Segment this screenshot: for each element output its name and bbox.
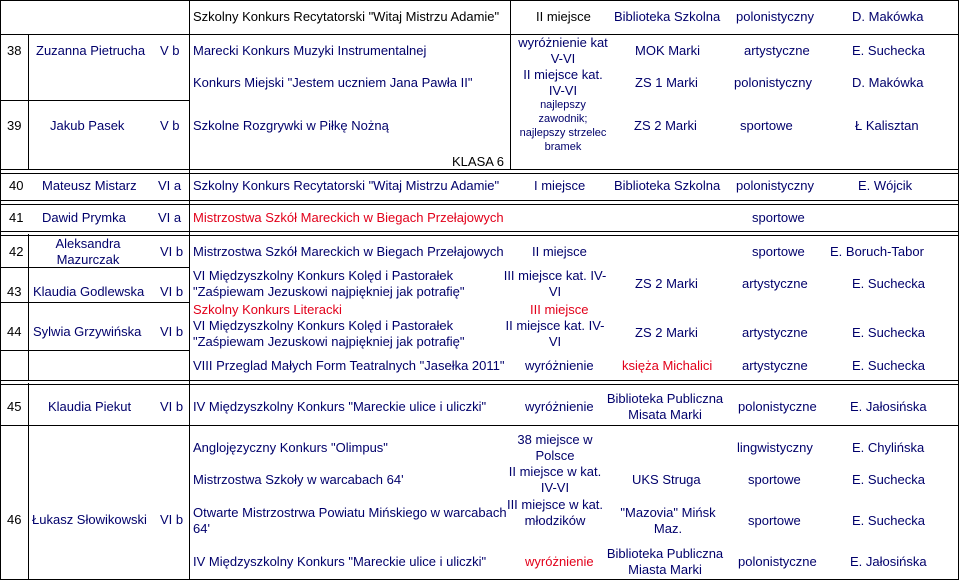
organizer-cell: ZS 2 Marki <box>635 276 698 291</box>
row-number: 42 <box>9 244 24 259</box>
result-cell: II miejsce kat. IV-VI <box>505 318 605 349</box>
col-border <box>28 34 29 169</box>
teacher-cell: E. Jałosińska <box>850 554 927 569</box>
organizer-cell: księża Michalici <box>622 358 713 373</box>
category-cell: polonistyczne <box>738 399 817 414</box>
row-number: 46 <box>7 512 22 527</box>
student-name: Klaudia Godlewska <box>33 284 145 299</box>
teacher-cell: E. Suchecka <box>852 472 925 487</box>
result-cell: I miejsce <box>534 178 586 193</box>
row-border <box>0 425 959 426</box>
student-name: Aleksandra <box>55 236 121 251</box>
result-cell: wyróżnienie kat V-VI <box>518 35 608 66</box>
row-number: 40 <box>9 178 24 193</box>
competition-cell: VI Międzyszkolny Konkurs Kolęd i Pastorałek <box>193 318 454 333</box>
teacher-cell: E. Suchecka <box>852 43 925 58</box>
category-cell: artystyczne <box>742 358 808 373</box>
organizer-cell: Biblioteka Publiczna Misata Marki <box>606 391 724 422</box>
organizer-cell: Biblioteka Publiczna Miasta Marki <box>606 546 724 577</box>
competition-cell: VIII Przeglad Małych Form Teatralnych "Jasełka 2011" <box>193 358 505 373</box>
section-heading: KLASA 6 <box>452 154 505 169</box>
result-cell: II miejsce <box>532 244 587 259</box>
row-number: 41 <box>9 210 24 225</box>
col-border <box>510 0 511 169</box>
result-cell: wyróżnienie <box>525 554 594 569</box>
class-cell: V b <box>160 118 180 133</box>
section-gap <box>0 380 959 385</box>
category-cell: sportowe <box>748 513 801 528</box>
organizer-cell: UKS Struga <box>632 472 701 487</box>
row-border <box>0 34 959 35</box>
category-cell: lingwistyczny <box>737 440 813 455</box>
row-number: 39 <box>7 118 22 133</box>
competition-cell: Szkolne Rozgrywki w Piłkę Nożną <box>193 118 389 133</box>
teacher-cell: E. Jałosińska <box>850 399 927 414</box>
class-cell: V b <box>160 43 180 58</box>
organizer-cell: "Mazovia" Mińsk Maz. <box>620 505 716 536</box>
teacher-cell: E. Suchecka <box>852 325 925 340</box>
competition-cell: Marecki Konkurs Muzyki Instrumentalnej <box>193 43 427 58</box>
organizer-cell: ZS 2 Marki <box>635 325 698 340</box>
student-name: Łukasz Słowikowski <box>32 512 147 527</box>
category-cell: artystyczne <box>742 325 808 340</box>
section-gap <box>0 200 959 205</box>
category-cell: sportowe <box>752 210 805 225</box>
class-cell: VI a <box>158 210 182 225</box>
competition-cell: Otwarte Mistrzostrwa Powiatu Mińskiego w warcabach <box>193 505 507 520</box>
result-cell: II miejsce <box>536 9 591 24</box>
category-cell: polonistyczny <box>734 75 813 90</box>
result-cell: III miejsce <box>530 302 589 317</box>
category-cell: polonistyczny <box>736 9 815 24</box>
competition-cell: Anglojęzyczny Konkurs "Olimpus" <box>193 440 388 455</box>
col-border <box>189 0 190 580</box>
student-name: Mateusz Mistarz <box>42 178 137 193</box>
teacher-cell: D. Makówka <box>852 75 924 90</box>
competition-cell: 64' <box>193 521 210 536</box>
teacher-cell: E. Wójcik <box>858 178 913 193</box>
student-name: Jakub Pasek <box>50 118 125 133</box>
col-border <box>28 383 29 579</box>
category-cell: sportowe <box>752 244 805 259</box>
class-cell: VI b <box>160 324 184 339</box>
competition-cell: VI Międzyszkolny Konkurs Kolęd i Pastorałek <box>193 268 454 283</box>
row-border <box>0 0 959 1</box>
row-number: 38 <box>7 43 22 58</box>
category-cell: artystyczne <box>742 276 808 291</box>
organizer-cell: ZS 1 Marki <box>635 75 698 90</box>
student-name: Dawid Prymka <box>42 210 126 225</box>
category-cell: polonistyczne <box>738 554 817 569</box>
result-cell: II miejsce w kat. IV-VI <box>508 464 602 495</box>
category-cell: sportowe <box>740 118 793 133</box>
row-number: 43 <box>7 284 22 299</box>
competition-cell: Mistrzostwa Szkoły w warcabach 64' <box>193 472 404 487</box>
class-cell: VI b <box>160 284 184 299</box>
col-border <box>0 0 1 580</box>
student-name: Klaudia Piekut <box>48 399 132 414</box>
student-name: Zuzanna Pietrucha <box>36 43 146 58</box>
col-border <box>28 234 29 380</box>
class-cell: VI b <box>160 512 184 527</box>
teacher-cell: E. Suchecka <box>852 358 925 373</box>
competition-cell: Szkolny Konkurs Recytatorski "Witaj Mistrzu Adamie" <box>193 178 500 193</box>
result-cell: II miejsce kat. IV-VI <box>523 67 603 98</box>
competition-cell: IV Międzyszkolny Konkurs "Mareckie ulice i uliczki" <box>193 399 487 414</box>
competition-cell: Mistrzostwa Szkół Mareckich w Biegach Przełajowych <box>193 244 504 259</box>
competition-cell: "Zaśpiewam Jezuskowi najpiękniej jak potrafię" <box>193 334 465 349</box>
competition-cell: "Zaśpiewam Jezuskowi najpiękniej jak potrafię" <box>193 284 465 299</box>
organizer-cell: ZS 2 Marki <box>634 118 697 133</box>
class-cell: VI a <box>158 178 182 193</box>
competition-cell: Mistrzostwa Szkół Mareckich w Biegach Przełajowych <box>193 210 504 225</box>
teacher-cell: E. Suchecka <box>852 513 925 528</box>
student-name: Mazurczak <box>56 252 120 267</box>
organizer-cell: MOK Marki <box>635 43 700 58</box>
organizer-cell: Biblioteka Szkolna <box>614 9 721 24</box>
category-cell: sportowe <box>748 472 801 487</box>
teacher-cell: E. Boruch-Tabor <box>830 244 924 259</box>
class-cell: VI b <box>160 399 184 414</box>
competition-cell: Szkolny Konkurs Literacki <box>193 302 342 317</box>
result-cell: 38 miejsce w Polsce <box>517 432 593 463</box>
row-number: 44 <box>7 324 22 339</box>
competition-cell: Konkurs Miejski "Jestem uczniem Jana Pawła II" <box>193 75 473 90</box>
result-cell: III miejsce w kat. młodzików <box>506 497 604 528</box>
category-cell: artystyczne <box>744 43 810 58</box>
row-number: 45 <box>7 399 22 414</box>
teacher-cell: E. Suchecka <box>852 276 925 291</box>
result-cell: III miejsce kat. IV-VI <box>503 268 607 299</box>
teacher-cell: Ł Kalisztan <box>855 118 919 133</box>
category-cell: polonistyczny <box>736 178 815 193</box>
organizer-cell: Biblioteka Szkolna <box>614 178 721 193</box>
result-cell: wyróżnienie <box>525 358 594 373</box>
teacher-cell: D. Makówka <box>852 9 924 24</box>
result-cell: najlepszy zawodnik; najlepszy strzelec bramek <box>519 99 607 153</box>
student-name: Sylwia Grzywińska <box>33 324 142 339</box>
competition-cell: Szkolny Konkurs Recytatorski "Witaj Mistrzu Adamie" <box>193 9 500 24</box>
competition-cell: IV Międzyszkolny Konkurs "Mareckie ulice i uliczki" <box>193 554 487 569</box>
result-cell: wyróżnienie <box>525 399 594 414</box>
class-cell: VI b <box>160 244 184 259</box>
teacher-cell: E. Chylińska <box>852 440 925 455</box>
